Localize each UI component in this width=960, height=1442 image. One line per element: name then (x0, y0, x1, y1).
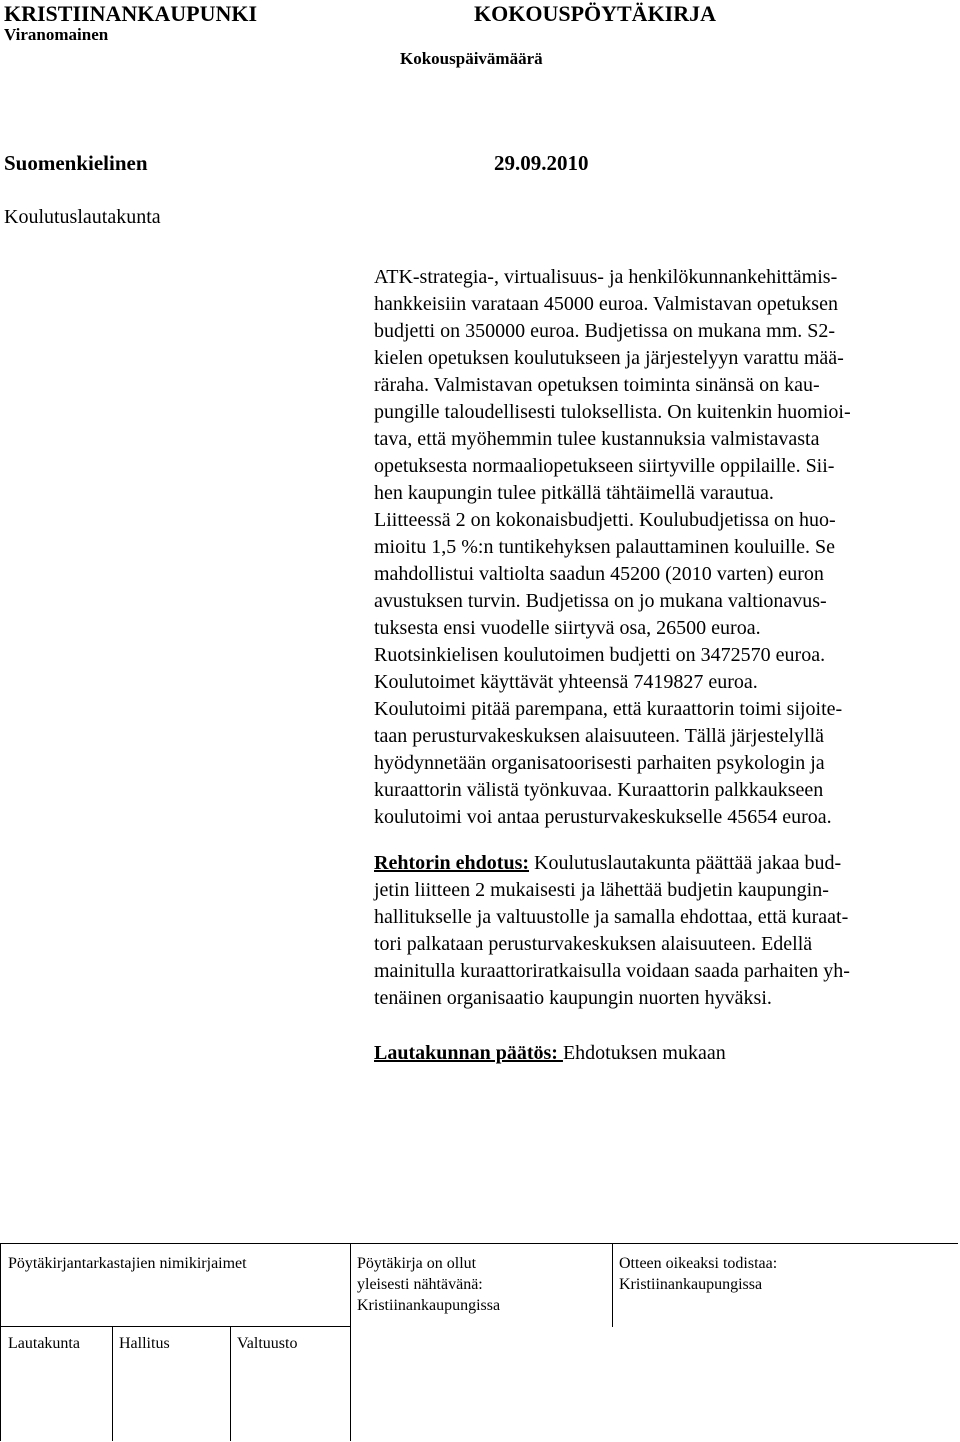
body-line: avustuksen turvin. Budjetissa on jo mukana valtionavus- (374, 590, 827, 612)
authority-value: Suomenkielinen (4, 151, 148, 175)
body-line: hyödynnetään organisatoorisesti parhaiten psykologin ja (374, 752, 825, 774)
footer-reviewers-initials: Pöytäkirjantarkastajien nimikirjaimet (8, 1255, 247, 1272)
body-line: Koulutoimet käyttävät yhteensä 7419827 euroa. (374, 671, 758, 693)
municipality-name: KRISTIINANKAUPUNKI (4, 1, 258, 26)
body-line: kuraattorin välistä työnkuvaa. Kuraattorin palkkaukseen (374, 779, 824, 801)
proposal-line: mainitulla kuraattoriratkaisulla voidaan saada parhaiten yh- (374, 960, 850, 982)
decision-paragraph (374, 1040, 726, 1067)
body-line: hen kaupungin tulee pitkällä tähtäimellä varautua. (374, 482, 774, 504)
decision-text: Ehdotuksen mukaan (562, 1042, 726, 1064)
proposal-line: Koulutuslautakunta päättää jakaa bud- (529, 852, 842, 874)
body-line: taan perusturvakeskuksen alaisuuteen. Tällä järjestelyllä (374, 725, 825, 747)
footer-board-cell: Lautakunta (8, 1335, 80, 1352)
footer-divider (112, 1326, 113, 1441)
meeting-date: 29.09.2010 (494, 151, 589, 175)
body-line: mahdollistui valtiolta saadun 45200 (2010 varten) euron (374, 563, 824, 585)
proposal-line: jetin liitteen 2 mukaisesti ja lähettää budjetin kaupungin- (374, 879, 829, 901)
footer-public-notice-line: yleisesti nähtävänä: (357, 1276, 483, 1293)
footer-divider (350, 1243, 351, 1327)
footer-left-border (0, 1243, 1, 1441)
proposal-label: Rehtorin ehdotus: (374, 852, 530, 874)
body-line: mioitu 1,5 %:n tuntikehyksen palauttaminen kouluille. Se (374, 536, 836, 558)
body-line: hankkeisiin varataan 45000 euroa. Valmistavan opetuksen (374, 293, 838, 315)
board-name: Koulutuslautakunta (4, 206, 161, 228)
proposal-paragraph (374, 850, 920, 1012)
footer-government-cell: Hallitus (119, 1335, 170, 1352)
footer-divider (350, 1326, 351, 1441)
body-paragraph (374, 264, 920, 831)
body-line: kielen opetuksen koulutukseen ja järjestelyyn varattu mää- (374, 347, 844, 369)
body-line: Ruotsinkielisen koulutoimen budjetti on 3472570 euroa. (374, 644, 826, 666)
body-line: räraha. Valmistavan opetuksen toiminta sinänsä on kau- (374, 374, 820, 396)
footer-divider (612, 1243, 613, 1327)
body-line: koulutoimi voi antaa perusturvakeskukselle 45654 euroa. (374, 806, 832, 828)
body-line: tuksesta ensi vuodelle siirtyvä osa, 26500 euroa. (374, 617, 761, 639)
footer-public-notice-line: Pöytäkirja on ollut (357, 1255, 477, 1272)
proposal-line: tori palkataan perusturvakeskuksen alaisuuteen. Edellä (374, 933, 813, 955)
body-line: Koulutoimi pitää parempana, että kuraattorin toimi sijoite- (374, 698, 843, 720)
footer-row-divider (0, 1326, 350, 1327)
footer-public-notice-line: Kristiinankaupungissa (357, 1297, 501, 1314)
document-type: KOKOUSPÖYTÄKIRJA (474, 1, 717, 26)
body-line: budjetti on 350000 euroa. Budjetissa on mukana mm. S2- (374, 320, 836, 342)
body-line: ATK-strategia-, virtualisuus- ja henkilökunnankehittämis- (374, 266, 838, 288)
footer-certification (619, 1253, 777, 1295)
authority-label: Viranomainen (4, 25, 109, 44)
meeting-date-label: Kokouspäivämäärä (400, 49, 543, 68)
footer-certification-line: Kristiinankaupungissa (619, 1276, 763, 1293)
footer-top-border (0, 1243, 958, 1244)
body-line: pungille taloudellisesti tuloksellista. On kuitenkin huomioi- (374, 401, 851, 423)
proposal-line: tenäinen organisaatio kaupungin nuorten hyväksi. (374, 987, 772, 1009)
body-line: opetuksesta normaaliopetukseen siirtyville oppilaille. Sii- (374, 455, 835, 477)
body-line: Liitteessä 2 on kokonaisbudjetti. Koulubudjetissa on huo- (374, 509, 836, 531)
decision-label: Lautakunnan päätös: (374, 1042, 563, 1064)
body-line: tava, että myöhemmin tulee kustannuksia valmistavasta (374, 428, 820, 450)
footer-divider (230, 1326, 231, 1441)
footer-certification-line: Otteen oikeaksi todistaa: (619, 1255, 778, 1272)
footer-public-notice (357, 1253, 500, 1316)
proposal-line: hallitukselle ja valtuustolle ja samalla ehdottaa, että kuraat- (374, 906, 849, 928)
footer-council-cell: Valtuusto (237, 1335, 298, 1352)
